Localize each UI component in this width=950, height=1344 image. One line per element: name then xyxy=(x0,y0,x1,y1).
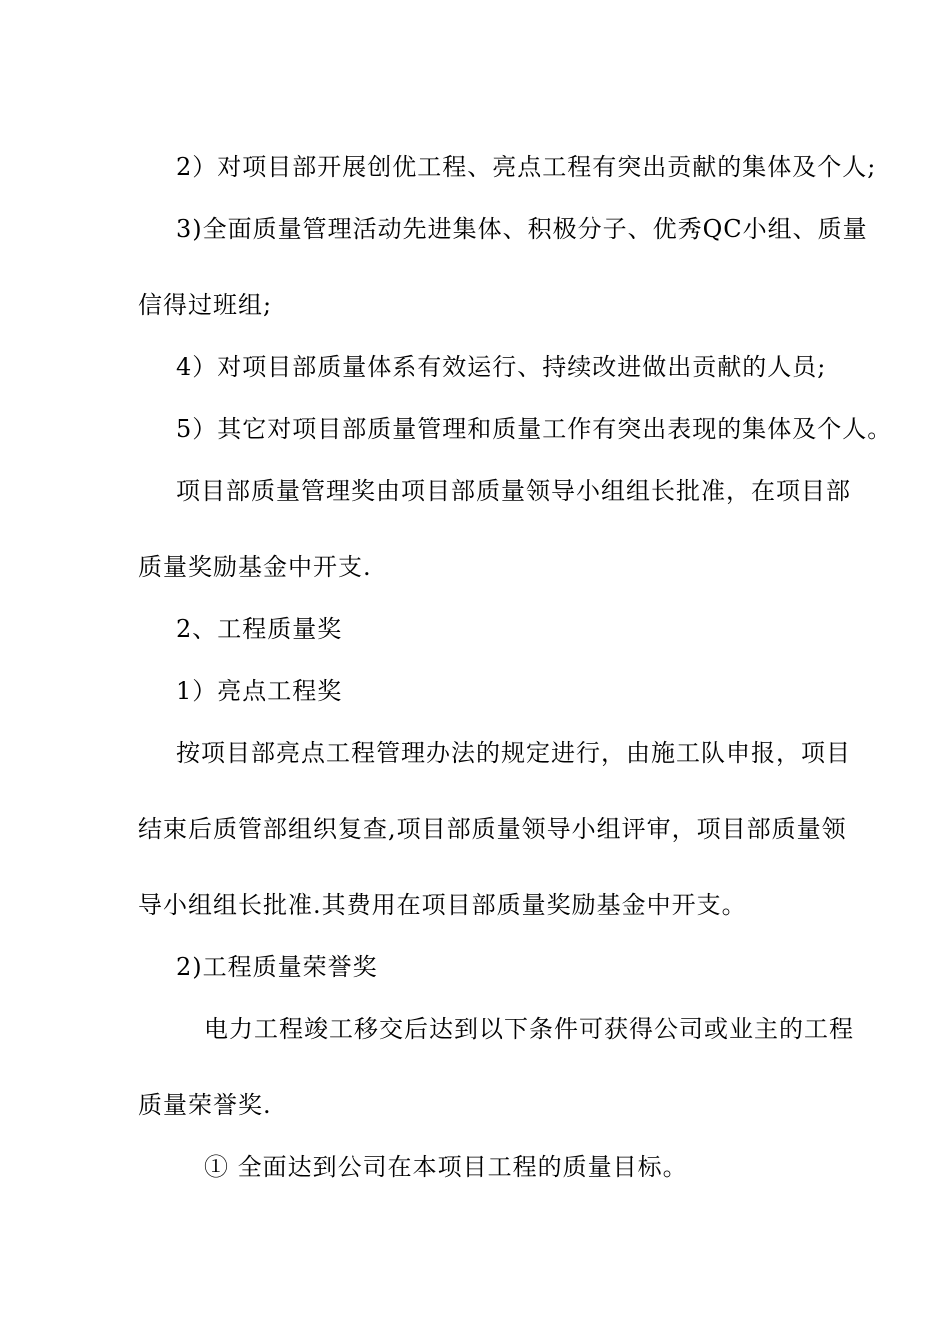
text-line: 3)全面质量管理活动先进集体、积极分子、优秀QC小组、质量 xyxy=(176,215,868,243)
text-line: 电力工程竣工移交后达到以下条件可获得公司或业主的工程 xyxy=(204,1015,854,1043)
subsection-heading: 2)工程质量荣誉奖 xyxy=(176,953,378,981)
text-line: 质量奖励基金中开支. xyxy=(138,553,372,581)
text-line: 质量荣誉奖. xyxy=(138,1091,272,1119)
text-line: 项目部质量管理奖由项目部质量领导小组组长批准，在项目部 xyxy=(176,477,851,505)
text-line: 结束后质管部组织复查,项目部质量领导小组评审，项目部质量领 xyxy=(138,815,847,843)
text-line: 4）对项目部质量体系有效运行、持续改进做出贡献的人员; xyxy=(176,353,827,381)
subsection-heading: 1）亮点工程奖 xyxy=(176,677,343,705)
text-line: 导小组组长批准.其费用在项目部质量奖励基金中开支。 xyxy=(138,891,747,919)
section-heading: 2、工程质量奖 xyxy=(176,615,343,643)
text-line: 5）其它对项目部质量管理和质量工作有突出表现的集体及个人。 xyxy=(176,415,893,443)
text-line: 2）对项目部开展创优工程、亮点工程有突出贡献的集体及个人; xyxy=(176,153,877,181)
text-line: 信得过班组; xyxy=(138,291,273,319)
list-item: ① 全面达到公司在本项目工程的质量目标。 xyxy=(204,1153,688,1181)
text-line: 按项目部亮点工程管理办法的规定进行，由施工队申报，项目 xyxy=(176,739,851,767)
